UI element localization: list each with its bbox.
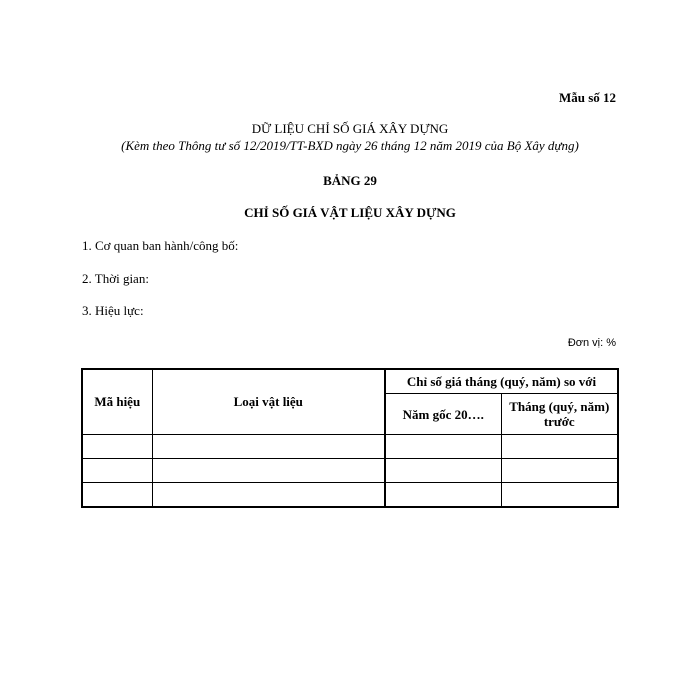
document-title: DỮ LIỆU CHỈ SỐ GIÁ XÂY DỰNG	[251, 121, 449, 136]
cell-code	[82, 459, 152, 483]
table-number: BẢNG 29	[323, 173, 377, 188]
document-subtitle: (Kèm theo Thông tư số 12/2019/TT-BXD ngày 26 tháng 12 năm 2019 của Bộ Xây dựng)	[121, 138, 579, 153]
cell-material	[152, 435, 385, 459]
table-row	[82, 435, 618, 459]
cell-code	[82, 483, 152, 508]
cell-base-year	[385, 459, 501, 483]
unit-label: Đơn vị: %	[567, 337, 616, 349]
header-previous-period: Tháng (quý, năm) trước	[501, 394, 618, 435]
cell-previous-period	[501, 459, 618, 483]
cell-previous-period	[501, 435, 618, 459]
cell-base-year	[385, 483, 501, 508]
table-row	[82, 459, 618, 483]
table-title: CHỈ SỐ GIÁ VẬT LIỆU XÂY DỰNG	[244, 205, 456, 220]
cell-material	[152, 483, 385, 508]
header-code: Mã hiệu	[82, 369, 152, 435]
header-material: Loại vật liệu	[152, 369, 385, 435]
field-time: 2. Thời gian:	[82, 271, 149, 286]
field-validity: 3. Hiệu lực:	[82, 303, 144, 318]
header-index-group: Chỉ số giá tháng (quý, năm) so với	[385, 369, 618, 394]
table-row	[82, 483, 618, 508]
cell-material	[152, 459, 385, 483]
cell-base-year	[385, 435, 501, 459]
cell-code	[82, 435, 152, 459]
price-index-table	[81, 368, 619, 508]
form-number: Mẫu số 12	[558, 90, 616, 105]
header-base-year: Năm gốc 20….	[385, 394, 501, 435]
field-issuing-agency: 1. Cơ quan ban hành/công bố:	[82, 238, 239, 253]
cell-previous-period	[501, 483, 618, 508]
